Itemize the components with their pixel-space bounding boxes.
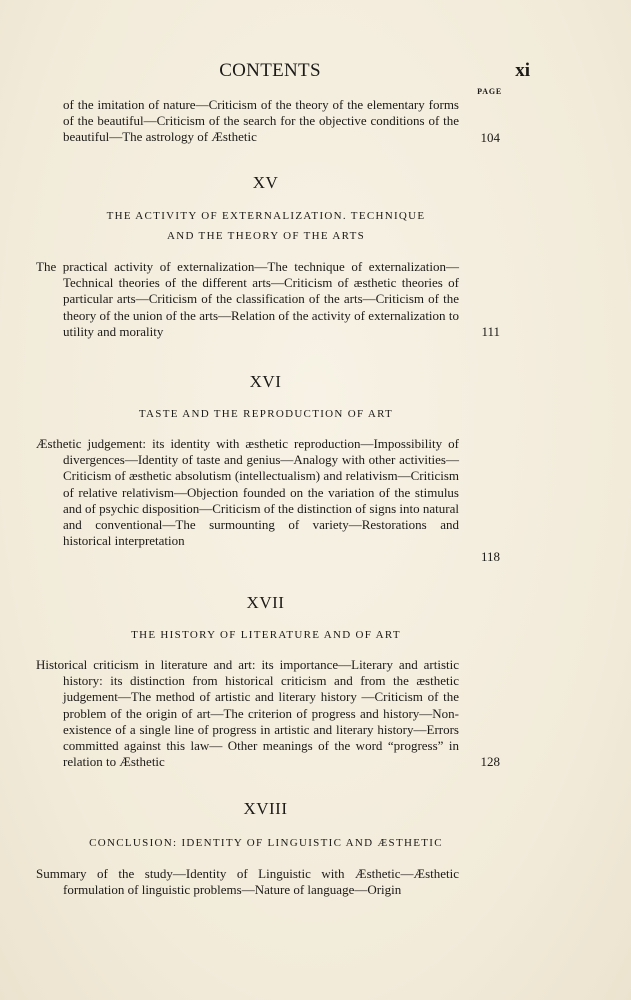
chapter-title xyxy=(35,625,497,645)
chapter-summary xyxy=(36,657,459,770)
chapter-title xyxy=(35,833,497,853)
entry-summary: of the imitation of nature—Criticism of the theory of the elementary forms of the beautiful—Criticism of the search for the objective conditions of the beautiful—The astrology of Æsthetic xyxy=(63,97,459,145)
chapter-summary xyxy=(36,259,459,340)
chapter-summary xyxy=(36,866,459,898)
chapter-title-line: CONCLUSION: IDENTITY OF LINGUISTIC AND ÆSTHETIC xyxy=(89,837,443,849)
folio-page-number: xi xyxy=(515,60,530,81)
toc-entry-continued xyxy=(63,97,459,146)
chapter-summary-text: Summary of the study—Identity of Linguistic with Æsthetic—Æsthetic formulation of linguistic problems—Nature of language—Origin xyxy=(36,866,459,898)
chapter-title xyxy=(35,206,497,246)
chapter-number: XV xyxy=(252,173,279,192)
chapter-summary-text: Æsthetic judgement: its identity with æsthetic reproduction—Impossibility of divergences—Identity of taste and genius—Analogy with other activities—Criticism of æsthetic absolutism (intellectualism) and relativism—Criticism of relative relativism—Objection founded on the variation of the stimulus and of psychic disposition—Criticism of the distinction of signs into natural and conventional—The surmounting of variety—Restorations and historical interpretation xyxy=(36,436,459,549)
chapter-summary-text: The practical activity of externalization—The technique of externalization—Technical theories of the different arts—Criticism of æsthetic theories of particular arts—Criticism of the classification of the arts—Criticism of the theory of the union of the arts—Relation of the activity of externalization to utility and morality xyxy=(36,259,459,339)
entry-page-number: 104 xyxy=(480,130,500,145)
chapter-title xyxy=(35,404,497,424)
chapter-title-line: THE ACTIVITY OF EXTERNALIZATION. TECHNIQUE xyxy=(106,210,426,222)
chapter-title-line: TASTE AND THE REPRODUCTION OF ART xyxy=(138,408,394,420)
chapter-number: XVI xyxy=(249,372,282,391)
running-title: CONTENTS xyxy=(219,60,321,81)
chapter-summary-text: Historical criticism in literature and art: its importance—Literary and artistic history: its distinction from historical criticism and from the æsthetic judgement—The method of artistic and literary history —Criticism of the problem of the origin of art—The criterion of progress and history—Non-existence of a single line of progress in artistic and literary history—Errors committed against this law— Other meanings of the word “progress” in relation to Æsthetic xyxy=(36,657,459,770)
chapter-title-line: AND THE THEORY OF THE ARTS xyxy=(166,230,366,242)
chapter-number: XVIII xyxy=(243,799,288,818)
chapter-number: XVII xyxy=(246,593,285,612)
chapter-summary xyxy=(36,436,459,549)
chapter-page-number: 128 xyxy=(480,754,500,769)
chapter-page-number: 118 xyxy=(480,549,500,564)
page-column-label: PAGE xyxy=(477,87,502,96)
chapter-title-line: THE HISTORY OF LITERATURE AND OF ART xyxy=(131,629,401,641)
chapter-page-number: 111 xyxy=(481,324,500,339)
